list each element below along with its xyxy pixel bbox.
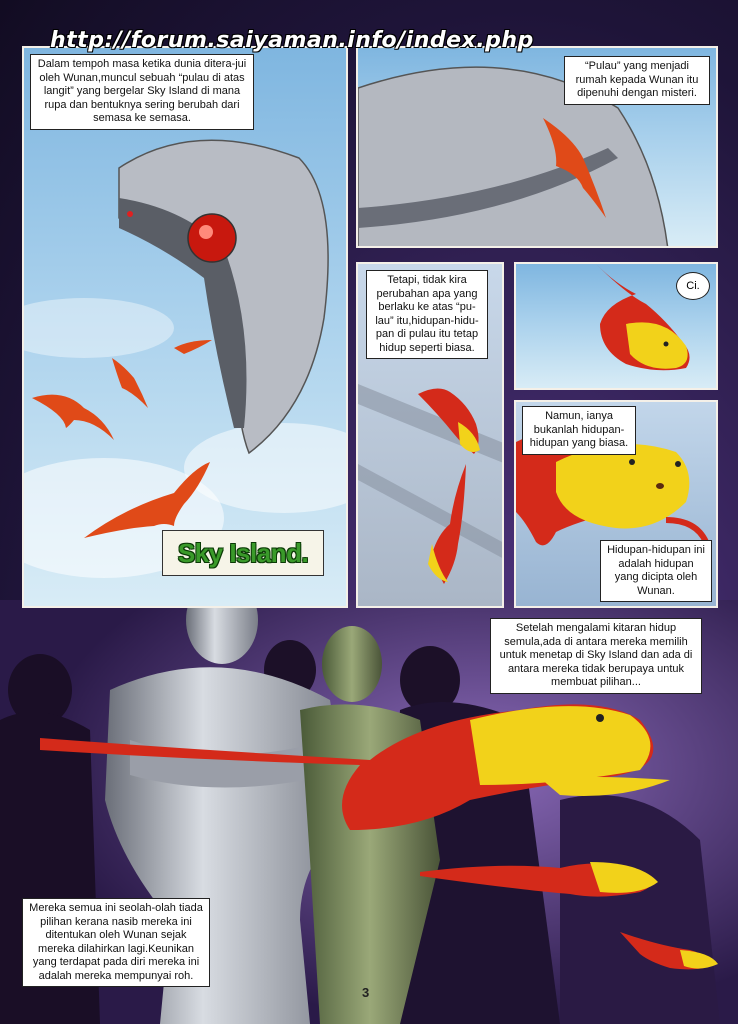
panel-big-creature [514,400,718,608]
source-url-watermark: http://forum.saiyaman.info/index.php [50,28,534,53]
caption-not-ordinary: Namun, ianya bukanlah hidupan-hidupan yang biasa. [522,406,636,455]
panel-ship-closeup [356,46,718,248]
page-number: 3 [362,985,370,1000]
caption-life-continues: Tetapi, tidak kira perubahan apa yang berlaku ke atas “pu-lau” itu,hidupan-hidu-pan di pulau itu tetap hidup seperti biasa. [366,270,488,359]
caption-created-by-wunan: Hidupan-hidupan ini adalah hidupan yang dicipta oleh Wunan. [600,540,712,602]
caption-rebirth-choice: Setelah mengalami kitaran hidup semula,ada di antara mereka memilih untuk menetap di Sky Island dan ada di antara mereka tidak berupaya untuk membuat pilihan... [490,618,702,694]
panel-sky-island-ship [22,46,348,608]
sfx-bubble: Ci. [676,272,710,300]
flying-ship-art [24,48,348,608]
panel-creatures-surface [356,262,504,608]
caption-intro: Dalam tempoh masa ketika dunia ditera-jui oleh Wunan,muncul sebuah “pulau di atas langit” yang bergelar Sky Island di mana rupa dan bentuknya sering berubah dari semasa ke semasa. [30,54,254,130]
sky-island-title: Sky Island. [162,530,324,576]
caption-fate-soul: Mereka semua ini seolah-olah tiada pilihan kerana nasib mereka ini ditentukan oleh Wunan sejak mereka dilahirkan lagi.Keunikan yang terdapat pada diri mereka ini adalah mereka mempunyai roh. [22,898,210,987]
caption-mystery: “Pulau” yang menjadi rumah kepada Wunan itu dipenuhi dengan misteri. [564,56,710,105]
panel-creature-ci [514,262,718,390]
